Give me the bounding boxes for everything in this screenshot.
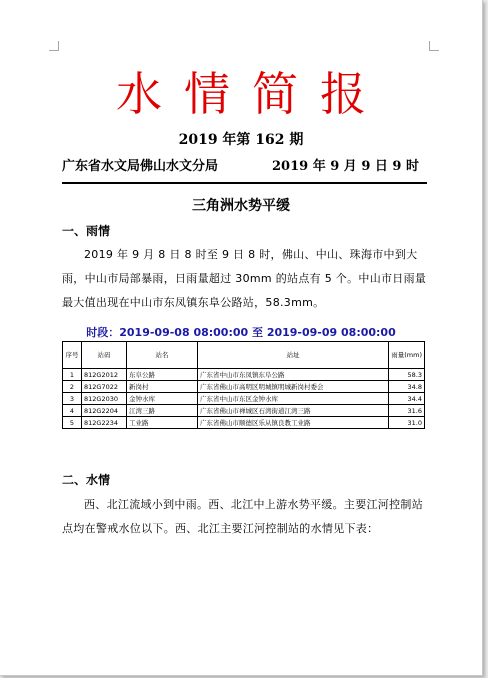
cell-name: 江湾三路 — [127, 405, 198, 417]
cell-code: 812G2234 — [82, 417, 127, 429]
cell-code: 812G2204 — [82, 405, 127, 417]
section-title-rain: 一、雨情 — [62, 224, 111, 238]
report-banner-title: 水情简报 — [116, 67, 388, 121]
header-rain: 雨量(mm) — [389, 342, 425, 369]
table-row — [63, 381, 425, 393]
cell-seq: 1 — [63, 369, 82, 381]
cell-rain: 58.3 — [389, 369, 425, 381]
cell-seq: 2 — [63, 381, 82, 393]
section-title-water: 二、水情 — [62, 473, 111, 487]
cell-name: 东阜公路 — [127, 369, 198, 381]
cell-rain: 31.6 — [389, 405, 425, 417]
cell-code: 812G2030 — [82, 393, 127, 405]
table-row — [63, 393, 425, 405]
table-row — [63, 417, 425, 429]
rain-summary-paragraph: 2019 年 9 月 8 日 8 时至 9 日 8 时，佛山、中山、珠海市中到大雨，中山市局部暴雨，日雨量超过 30mm 的站点有 5 个。中山市日雨量最大值出现在中山市东凤镇东阜公路站，58.3mm。 — [62, 248, 427, 309]
issue-datetime: 2019 年 9 月 9 日 9 时 — [272, 159, 419, 174]
water-summary-paragraph: 西、北江流域小到中雨。西、北江中上游水势平缓。主要江河控制站点均在警戒水位以下。西、北江主要江河控制站的水情见下表： — [62, 498, 423, 535]
header-code: 站码 — [82, 342, 127, 369]
cell-rain: 34.4 — [389, 393, 425, 405]
issuing-organization: 广东省水文局佛山水文分局 — [62, 159, 219, 174]
header-name: 站名 — [127, 342, 198, 369]
time-period: 时段：2019-09-08 08:00:00 至 2019-09-09 08:00:00 — [86, 326, 396, 339]
cell-seq: 4 — [63, 405, 82, 417]
rainfall-table — [62, 341, 425, 429]
cell-rain: 34.8 — [389, 381, 425, 393]
header-address: 站址 — [198, 342, 389, 369]
table-header-row — [63, 342, 425, 369]
cell-seq: 3 — [63, 393, 82, 405]
cell-address: 广东省中山市东凤镇东阜公路 — [198, 369, 389, 381]
cell-address: 广东省佛山市顺德区乐从镇良教工业路 — [198, 417, 389, 429]
issue-number: 2019 年第 162 期 — [178, 132, 304, 148]
header-seq: 序号 — [63, 342, 82, 369]
cell-rain: 31.0 — [389, 417, 425, 429]
header-divider — [62, 182, 427, 184]
cell-seq: 5 — [63, 417, 82, 429]
cell-code: 812G7022 — [82, 381, 127, 393]
page-corner-mark — [429, 41, 439, 51]
cell-name: 新岗村 — [127, 381, 198, 393]
table-row — [63, 405, 425, 417]
cell-address: 广东省中山市东区金钟水库 — [198, 393, 389, 405]
cell-code: 812G2012 — [82, 369, 127, 381]
cell-name: 工业路 — [127, 417, 198, 429]
page-corner-mark — [49, 41, 59, 51]
report-headline: 三角洲水势平缓 — [192, 198, 290, 214]
table-row — [63, 369, 425, 381]
cell-name: 金钟水库 — [127, 393, 198, 405]
cell-address: 广东省佛山市高明区明城镇明城新岗村委会 — [198, 381, 389, 393]
cell-address: 广东省佛山市禅城区石湾街道江湾三路 — [198, 405, 389, 417]
